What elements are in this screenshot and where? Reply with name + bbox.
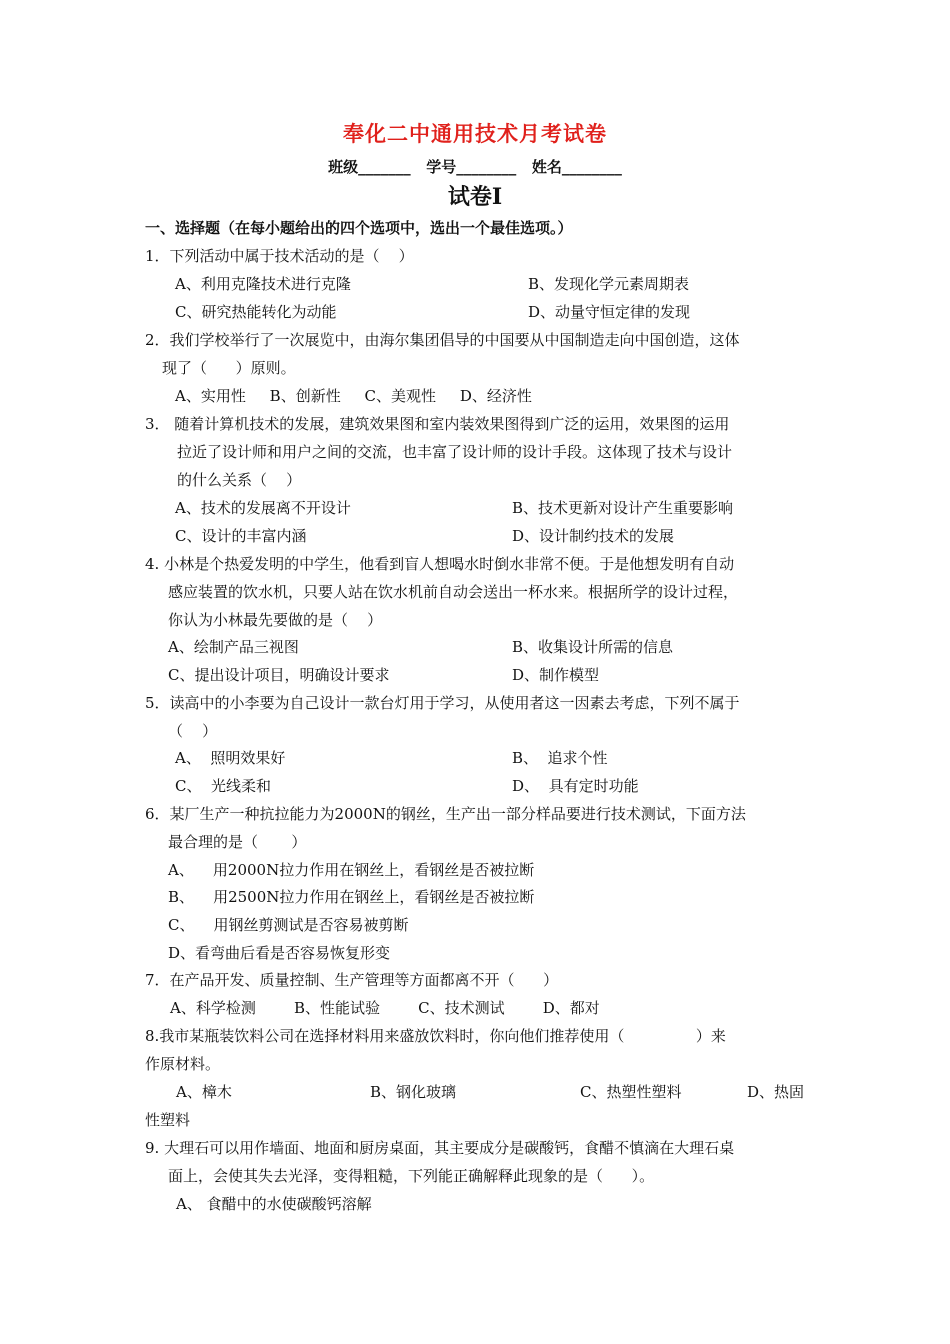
paper-label: 试卷Ⅰ [447,184,503,210]
q4-option-a: A、绘制产品三视图 [168,638,299,656]
q2-options: A、实用性 B、创新性 C、美观性 D、经济性 [175,387,532,405]
question-7: 7．在产品开发、质量控制、生产管理等方面都离不开（ ） [145,971,559,989]
q6-option-c: C、 用钢丝剪测试是否容易被剪断 [168,916,409,934]
q6-option-b: B、 用2500N拉力作用在钢丝上，看钢丝是否被拉断 [168,888,535,906]
q6-option-a: A、 用2000N拉力作用在钢丝上，看钢丝是否被拉断 [168,861,535,879]
question-5: 5．读高中的小李要为自己设计一款台灯用于学习，从使用者这一因素去考虑，下列不属于 [145,694,740,712]
question-4-cont-1: 感应装置的饮水机，只要人站在饮水机前自动会送出一杯水来。根据所学的设计过程， [168,583,739,601]
q8-option-a: A、樟木 [176,1083,232,1101]
student-info-line: 班级_______ 学号________ 姓名________ [328,158,622,176]
question-4: 4. 小林是个热爱发明的中学生，他看到盲人想喝水时倒水非常不便。于是他想发明有自动 [145,555,735,573]
question-4-cont-2: 你认为小林最先要做的是（ ） [168,611,383,629]
q6-option-d: D、看弯曲后看是否容易恢复形变 [168,944,391,962]
question-6: 6．某厂生产一种抗拉能力为2000N的钢丝，生产出一部分样品要进行技术测试，下面方法 [145,805,746,823]
q1-option-c: C、研究热能转化为动能 [175,303,337,321]
question-5-cont: （ ） [168,722,218,740]
question-9-cont: 面上，会使其失去光泽，变得粗糙，下列能正确解释此现象的是（ ）。 [168,1167,655,1185]
question-3: 3． 随着计算机技术的发展，建筑效果图和室内装效果图得到广泛的运用，效果图的运用 [145,415,730,433]
q8-option-c: C、热塑性塑料 [580,1083,682,1101]
q9-option-a: A、 食醋中的水使碳酸钙溶解 [176,1195,372,1213]
question-9: 9. 大理石可以用作墙面、地面和厨房桌面，其主要成分是碳酸钙，食醋不慎滴在大理石桌 [145,1139,735,1157]
q5-option-c: C、 光线柔和 [175,777,272,795]
q5-option-b: B、 追求个性 [512,749,608,767]
question-8-cont: 作原材料。 [145,1055,221,1073]
q1-option-a: A、利用克隆技术进行克隆 [175,275,351,293]
question-2: 2．我们学校举行了一次展览中，由海尔集团倡导的中国要从中国制造走向中国创造，这体 [145,331,740,349]
q3-option-a: A、技术的发展离不开设计 [175,499,351,517]
exam-title: 奉化二中通用技术月考试卷 [343,121,607,146]
q1-option-b: B、发现化学元素周期表 [528,275,690,293]
q1-option-d: D、动量守恒定律的发现 [528,303,691,321]
q8-option-b: B、钢化玻璃 [370,1083,457,1101]
question-3-cont-2: 的什么关系（ ） [177,471,302,489]
q5-option-a: A、 照明效果好 [175,749,286,767]
q3-option-c: C、设计的丰富内涵 [175,527,307,545]
question-2-cont: 现了（ ）原则。 [162,359,296,377]
question-8: 8.我市某瓶装饮料公司在选择材料用来盛放饮料时，你向他们推荐使用（ ）来 [145,1027,726,1045]
q4-option-c: C、提出设计项目，明确设计要求 [168,666,390,684]
question-6-cont: 最合理的是（ ） [168,833,307,851]
question-3-cont-1: 拉近了设计师和用户之间的交流，也丰富了设计师的设计手段。这体现了技术与设计 [177,443,733,461]
q4-option-b: B、收集设计所需的信息 [512,638,674,656]
q4-option-d: D、制作模型 [512,666,600,684]
q3-option-b: B、技术更新对设计产生重要影响 [512,499,734,517]
q8-option-d-cont: 性塑料 [145,1111,191,1129]
q8-option-d: D、热固 [747,1083,805,1101]
question-1: 1．下列活动中属于技术活动的是（ ） [145,247,414,265]
section-heading: 一、选择题（在每小题给出的四个选项中，选出一个最佳选项。） [145,219,573,237]
q7-options: A、科学检测 B、性能试验 C、技术测试 D、都对 [170,999,600,1017]
q3-option-d: D、设计制约技术的发展 [512,527,675,545]
q5-option-d: D、 具有定时功能 [512,777,639,795]
